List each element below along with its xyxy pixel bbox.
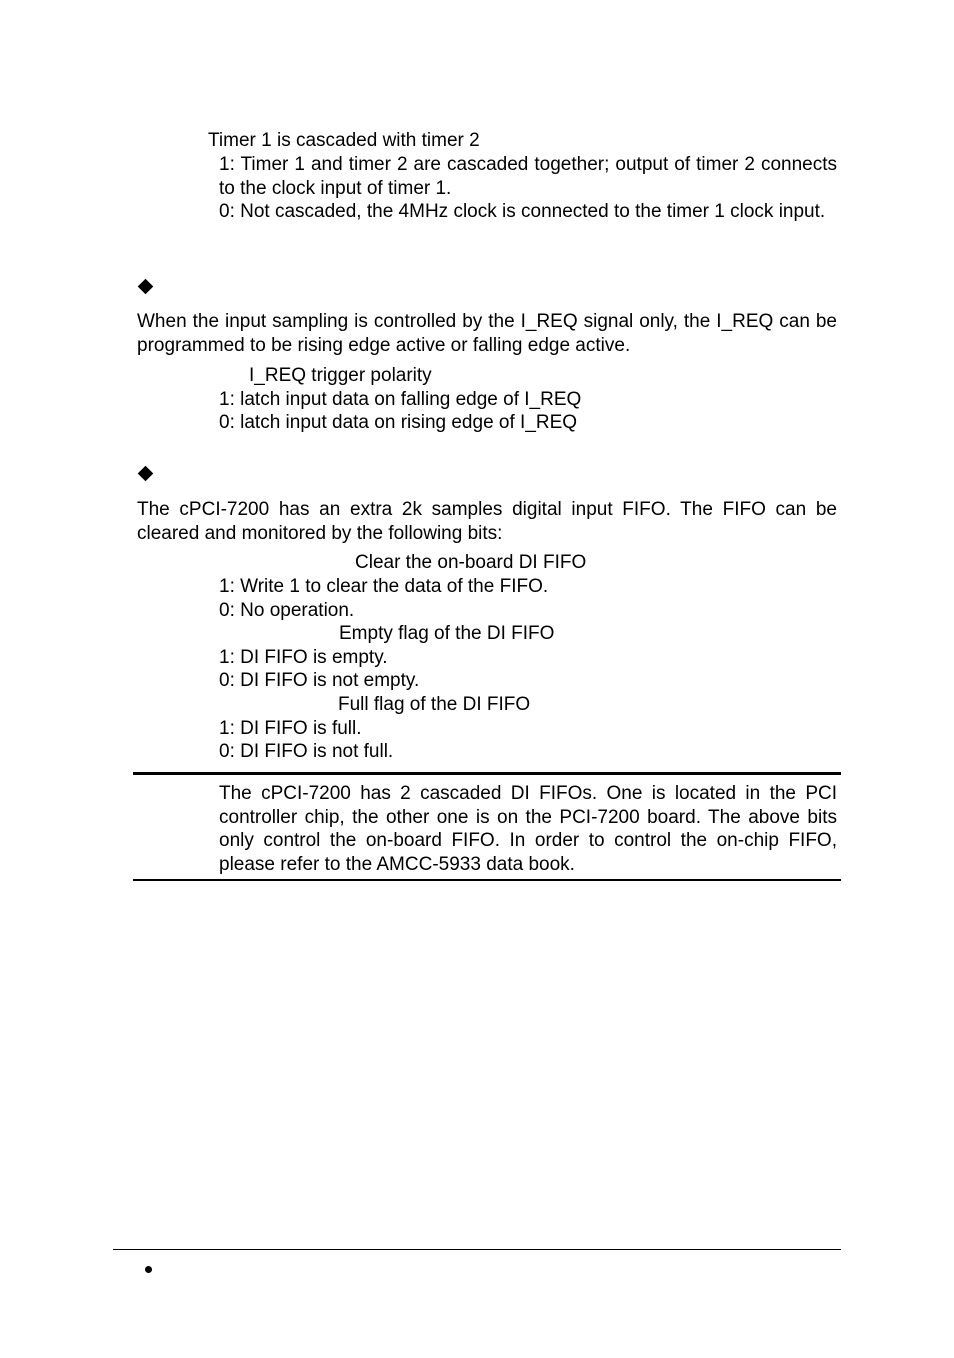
fifo-empty-heading: Empty flag of the DI FIFO	[339, 623, 555, 644]
ireq-intro-paragraph: When the input sampling is controlled by the I_REQ signal only, the I_REQ can be programmed to be rising edge active or falling edge active.	[137, 311, 837, 356]
note-paragraph: The cPCI-7200 has 2 cascaded DI FIFOs. One is located in the PCI controller chip, the other one is on the PCI-7200 board. The above bits only control the on-board FIFO. In order to control the on-chip FIFO, please refer to the AMCC-5933 data book.	[219, 783, 837, 875]
ireq-option-0: 0: latch input data on rising edge of I_REQ	[219, 412, 578, 433]
timer-cascade-option-1: 1: Timer 1 and timer 2 are cascaded together; output of timer 2 connects to the clock input of timer 1.	[219, 154, 837, 199]
ireq-option-1: 1: latch input data on falling edge of I_REQ	[219, 389, 582, 410]
ireq-polarity-heading: I_REQ trigger polarity	[249, 365, 432, 386]
fifo-empty-option-0: 0: DI FIFO is not empty.	[219, 670, 420, 691]
diamond-bullet-icon	[138, 466, 154, 482]
diamond-bullet-icon	[138, 279, 154, 295]
fifo-full-heading: Full flag of the DI FIFO	[338, 694, 531, 715]
timer-cascade-heading: Timer 1 is cascaded with timer 2	[208, 130, 480, 151]
timer-cascade-option-0: 0: Not cascaded, the 4MHz clock is connected to the timer 1 clock input.	[219, 201, 826, 222]
fifo-clear-option-1: 1: Write 1 to clear the data of the FIFO.	[219, 576, 549, 597]
fifo-clear-option-0: 0: No operation.	[219, 600, 355, 621]
note-top-rule	[133, 772, 841, 775]
fifo-empty-option-1: 1: DI FIFO is empty.	[219, 647, 388, 668]
fifo-full-option-0: 0: DI FIFO is not full.	[219, 741, 394, 762]
footer-bullet-icon	[145, 1266, 152, 1273]
fifo-intro-paragraph: The cPCI-7200 has an extra 2k samples digital input FIFO. The FIFO can be cleared and monitored by the following bits:	[137, 499, 837, 544]
fifo-clear-heading: Clear the on-board DI FIFO	[355, 552, 587, 573]
footer-rule	[113, 1249, 841, 1250]
note-bottom-rule	[133, 879, 841, 881]
fifo-full-option-1: 1: DI FIFO is full.	[219, 718, 362, 739]
